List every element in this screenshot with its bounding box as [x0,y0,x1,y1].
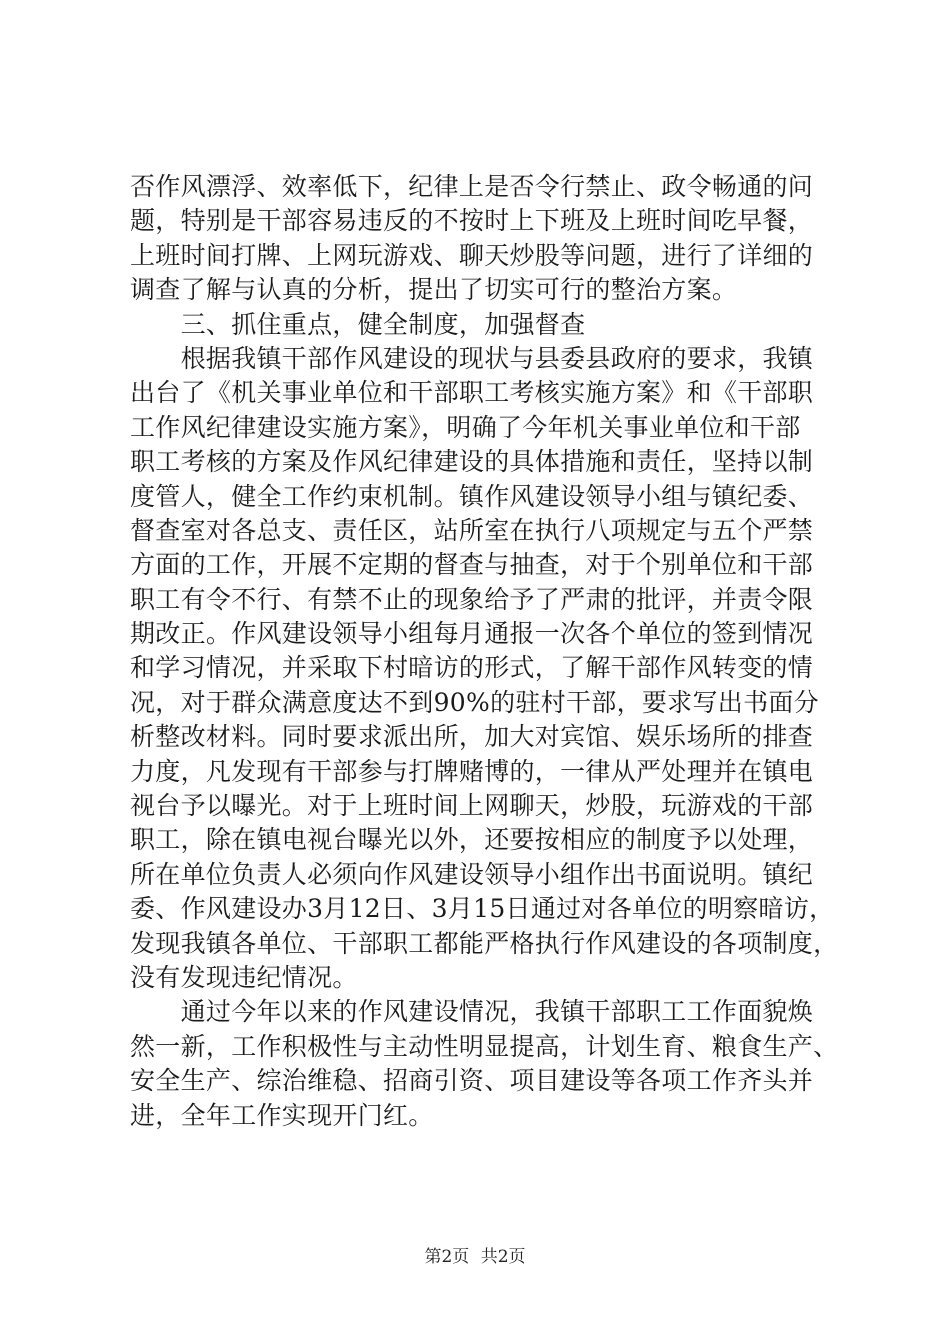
text-line: 进，全年工作实现开门红。 [130,1100,434,1130]
text-line: 出台了《机关事业单位和干部职工考核实施方案》和《干部职 [130,378,814,408]
text-line: 根据我镇干部作风建设的现状与县委县政府的要求，我镇 [130,343,814,373]
text-line: 职工有令不行、有禁不止的现象给予了严肃的批评，并责令限 [130,584,814,614]
text-line: 安全生产、综治维稳、招商引资、项目建设等各项工作齐头并 [130,1066,814,1096]
text-line: 方面的工作，开展不定期的督查与抽查，对于个别单位和干部 [130,550,814,580]
page-total: 共2页 [480,1247,526,1267]
document-body [130,170,839,1133]
text-line: 职工，除在镇电视台曝光以外，还要按相应的制度予以处理， [130,825,814,855]
text-line: 力度，凡发现有干部参与打牌赌博的，一律从严处理并在镇电 [130,756,814,786]
page-footer [0,1242,950,1267]
text-line: 度管人，健全工作约束机制。镇作风建设领导小组与镇纪委、 [130,481,814,511]
text-line: 否作风漂浮、效率低下，纪律上是否令行禁止、政令畅通的问 [130,172,814,201]
text-line: 上班时间打牌、上网玩游戏、聊天炒股等问题，进行了详细的 [130,240,814,270]
text-line: 然一新，工作积极性与主动性明显提高，计划生育、粮食生产、 [130,1031,839,1061]
text-line: 析整改材料。同时要求派出所，加大对宾馆、娱乐场所的排查 [130,722,814,752]
text-line: 委、作风建设办3月12日、3月15日通过对各单位的明察暗访， [130,894,835,924]
text-line: 没有发现违纪情况。 [130,962,358,992]
text-line: 调查了解与认真的分析，提出了切实可行的整治方案。 [130,275,738,305]
text-line: 和学习情况，并采取下村暗访的形式，了解干部作风转变的情 [130,653,814,683]
text-line: 工作风纪律建设实施方案》，明确了今年机关事业单位和干部 [130,412,801,442]
text-line: 发现我镇各单位、干部职工都能严格执行作风建设的各项制度， [130,928,839,958]
text-line: 视台予以曝光。对于上班时间上网聊天，炒股，玩游戏的干部 [130,791,814,821]
text-line: 通过今年以来的作风建设情况，我镇干部职工工作面貌焕 [130,997,814,1027]
page-number: 第2页 [424,1247,470,1267]
text-line: 况，对于群众满意度达不到90%的驻村干部，要求写出书面分 [130,687,819,717]
text-line: 题，特别是干部容易违反的不按时上下班及上班时间吃早餐， [130,206,814,236]
text-line: 所在单位负责人必须向作风建设领导小组作出书面说明。镇纪 [130,859,814,889]
text-line: 期改正。作风建设领导小组每月通报一次各个单位的签到情况 [130,619,814,649]
section-heading: 三、抓住重点，健全制度，加强督查 [130,309,586,339]
text-line: 职工考核的方案及作风纪律建设的具体措施和责任，坚持以制 [130,447,814,477]
text-line: 督查室对各总支、责任区，站所室在执行八项规定与五个严禁 [130,515,814,545]
